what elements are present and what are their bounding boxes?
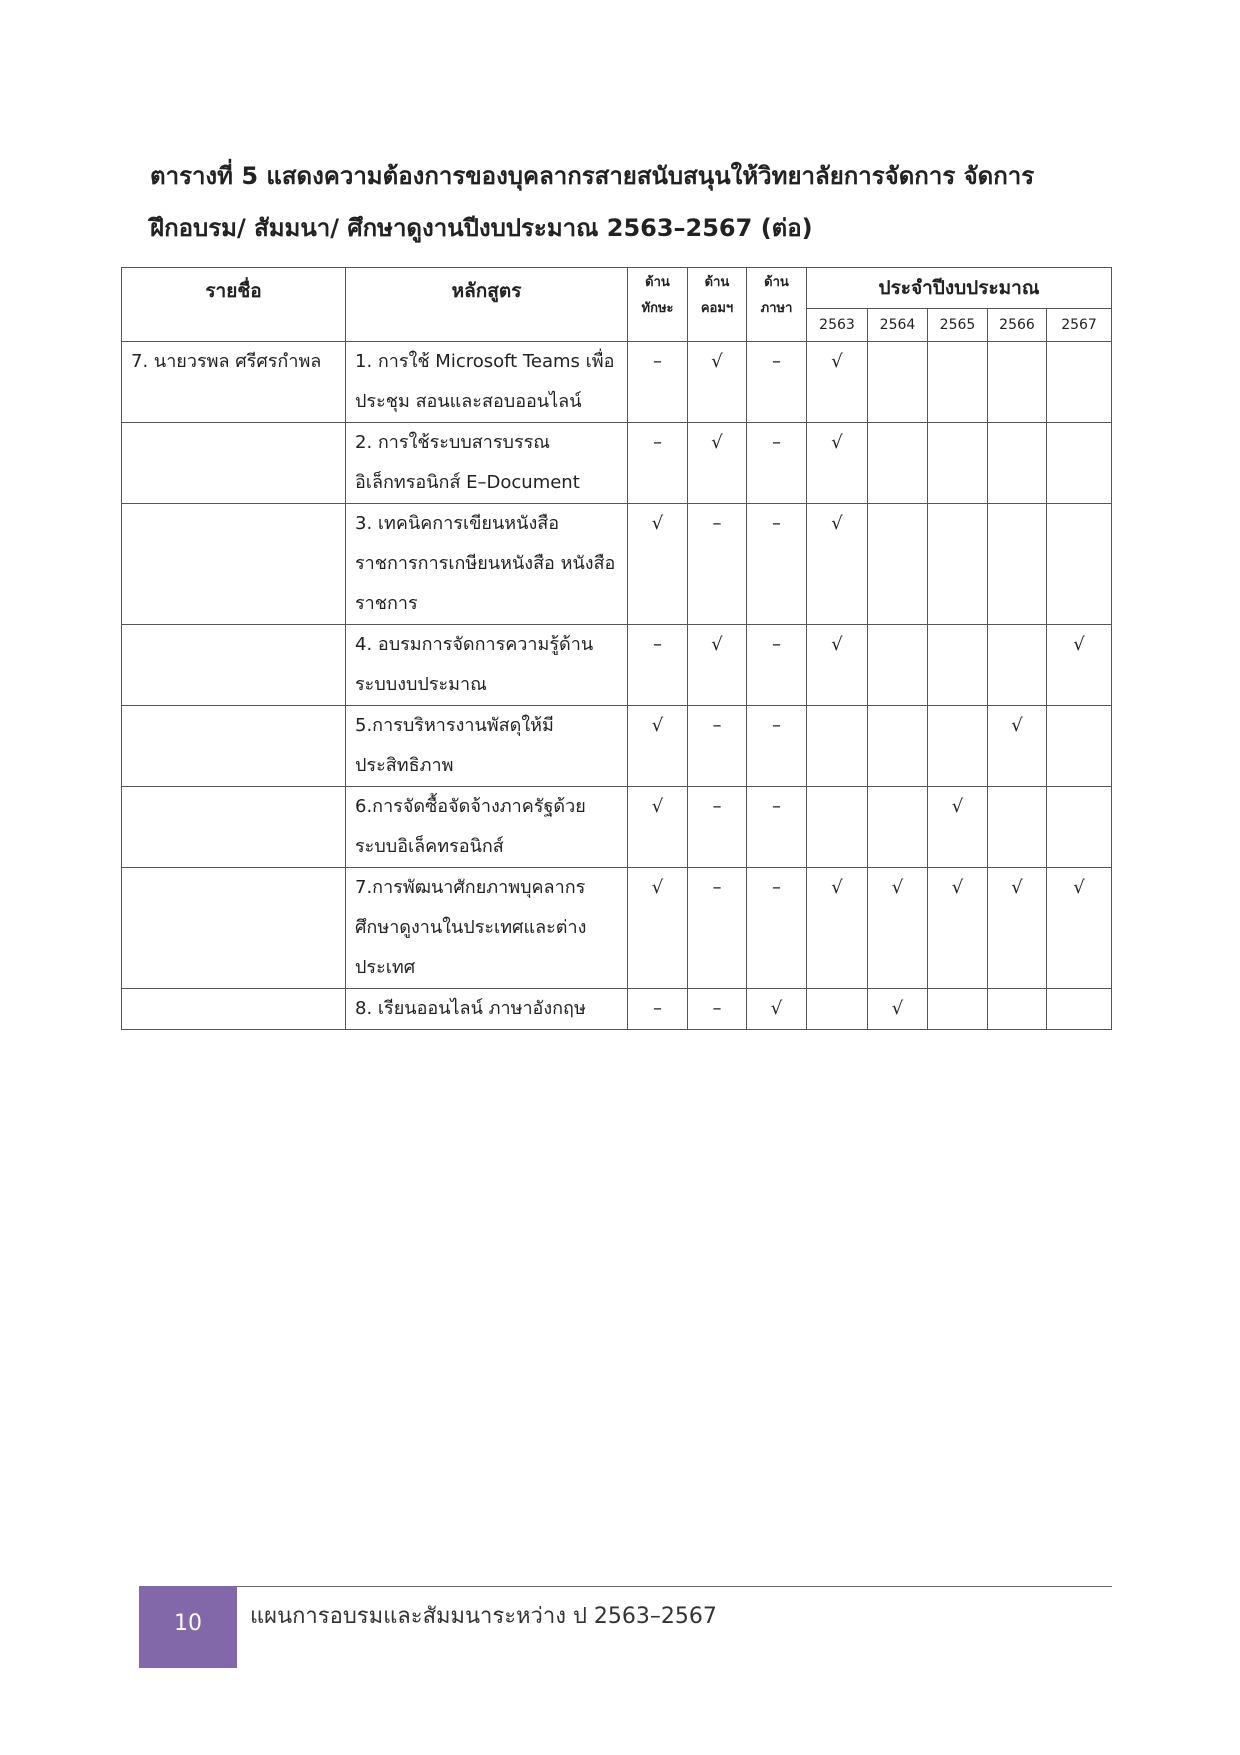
table-row (122, 625, 1112, 706)
header-language (747, 268, 807, 342)
row-language-mark: – (747, 342, 807, 423)
header-language-top: ด้าน (764, 275, 789, 290)
row-language-mark: – (747, 706, 807, 787)
row-2565-mark (928, 342, 988, 423)
header-year-2564: 2564 (868, 309, 928, 342)
row-name (122, 706, 346, 787)
row-computer-mark: – (688, 787, 747, 868)
row-2566-mark: √ (988, 868, 1047, 989)
row-course: 1. การใช้ Microsoft Teams เพื่อประชุม สอนและสอบออนไลน์ (346, 342, 628, 423)
row-2566-mark (988, 625, 1047, 706)
row-2565-mark (928, 625, 988, 706)
row-course: 2. การใช้ระบบสารบรรณอิเล็กทรอนิกส์ E–Document (346, 423, 628, 504)
row-2563-mark (807, 989, 868, 1030)
header-name: รายชื่อ (122, 268, 346, 342)
row-computer-mark: – (688, 989, 747, 1030)
row-language-mark: – (747, 625, 807, 706)
header-year-2567: 2567 (1047, 309, 1112, 342)
row-skill-mark: √ (628, 787, 688, 868)
row-2565-mark (928, 706, 988, 787)
row-2567-mark (1047, 787, 1112, 868)
row-2564-mark (868, 787, 928, 868)
header-year-2563: 2563 (807, 309, 868, 342)
row-skill-mark: √ (628, 868, 688, 989)
row-skill-mark: – (628, 625, 688, 706)
row-skill-mark: – (628, 342, 688, 423)
row-computer-mark: – (688, 868, 747, 989)
header-skill-top: ด้าน (645, 275, 670, 290)
table-row (122, 787, 1112, 868)
footer-title: แผนการอบรมและสัมมนาระหว่าง ป 2563–2567 (250, 1604, 717, 1629)
row-computer-mark: – (688, 504, 747, 625)
page-number: 10 (174, 1611, 202, 1636)
table-row (122, 868, 1112, 989)
row-name (122, 504, 346, 625)
row-language-mark: – (747, 787, 807, 868)
row-2563-mark: √ (807, 504, 868, 625)
training-needs-table (121, 267, 1112, 1030)
row-2566-mark (988, 989, 1047, 1030)
row-2563-mark: √ (807, 423, 868, 504)
row-2563-mark: √ (807, 342, 868, 423)
header-budget-year: ประจำปีงบประมาณ (807, 268, 1112, 309)
row-2563-mark (807, 787, 868, 868)
table-row (122, 423, 1112, 504)
row-language-mark: – (747, 423, 807, 504)
row-2564-mark (868, 504, 928, 625)
row-2564-mark (868, 625, 928, 706)
table-row (122, 989, 1112, 1030)
row-name (122, 868, 346, 989)
row-2567-mark (1047, 989, 1112, 1030)
row-2566-mark (988, 504, 1047, 625)
row-course: 4. อบรมการจัดการความรู้ด้านระบบงบประมาณ (346, 625, 628, 706)
header-year-2566: 2566 (988, 309, 1047, 342)
row-2567-mark (1047, 706, 1112, 787)
row-2565-mark (928, 504, 988, 625)
header-computer-top: ด้าน (704, 275, 730, 290)
row-2565-mark: √ (928, 787, 988, 868)
row-computer-mark: √ (688, 625, 747, 706)
row-2567-mark (1047, 423, 1112, 504)
header-language-bottom: ภาษา (760, 301, 793, 316)
caption-line-2: ฝึกอบรม/ สัมมนา/ ศึกษาดูงานปีงบประมาณ 2563–2567 (ต่อ) (150, 214, 813, 242)
row-2565-mark: √ (928, 868, 988, 989)
row-computer-mark: – (688, 706, 747, 787)
row-2566-mark (988, 787, 1047, 868)
row-2566-mark (988, 423, 1047, 504)
row-2567-mark (1047, 342, 1112, 423)
row-2563-mark (807, 706, 868, 787)
caption-line-1: ตารางที่ 5 แสดงความต้องการของบุคลากรสายสนับสนุนให้วิทยาลัยการจัดการ จัดการ (150, 162, 1035, 190)
row-2564-mark (868, 342, 928, 423)
row-2566-mark: √ (988, 706, 1047, 787)
row-2564-mark (868, 423, 928, 504)
row-name (122, 625, 346, 706)
row-name (122, 989, 346, 1030)
row-2567-mark: √ (1047, 868, 1112, 989)
header-skill-bottom: ทักษะ (641, 301, 674, 316)
row-computer-mark: √ (688, 423, 747, 504)
header-year-2565: 2565 (928, 309, 988, 342)
row-skill-mark: – (628, 423, 688, 504)
row-course: 6.การจัดซื้อจัดจ้างภาครัฐด้วยระบบอิเล็คทรอนิกส์ (346, 787, 628, 868)
row-2564-mark: √ (868, 868, 928, 989)
row-skill-mark: √ (628, 706, 688, 787)
row-2564-mark (868, 706, 928, 787)
row-name (122, 423, 346, 504)
row-course: 3. เทคนิคการเขียนหนังสือราชการการเกษียนหนังสือ หนังสือราชการ (346, 504, 628, 625)
header-course: หลักสูตร (346, 268, 628, 342)
header-skill (628, 268, 688, 342)
row-skill-mark: √ (628, 504, 688, 625)
table-row (122, 706, 1112, 787)
row-skill-mark: – (628, 989, 688, 1030)
row-language-mark: – (747, 504, 807, 625)
row-2567-mark (1047, 504, 1112, 625)
footer-divider (237, 1586, 1112, 1587)
header-computer (688, 268, 747, 342)
row-course: 8. เรียนออนไลน์ ภาษาอังกฤษ (346, 989, 628, 1030)
row-name (122, 787, 346, 868)
row-language-mark: √ (747, 989, 807, 1030)
row-2564-mark: √ (868, 989, 928, 1030)
row-2565-mark (928, 989, 988, 1030)
row-2567-mark: √ (1047, 625, 1112, 706)
row-2563-mark: √ (807, 625, 868, 706)
row-language-mark: – (747, 868, 807, 989)
header-computer-bottom: คอมฯ (700, 301, 734, 316)
row-course: 5.การบริหารงานพัสดุให้มีประสิทธิภาพ (346, 706, 628, 787)
table-caption (150, 150, 1110, 254)
row-2566-mark (988, 342, 1047, 423)
row-2565-mark (928, 423, 988, 504)
header-row (122, 268, 1112, 309)
row-course: 7.การพัฒนาศักยภาพบุคลากร ศึกษาดูงานในประเทศและต่างประเทศ (346, 868, 628, 989)
row-name: 7. นายวรพล ศรีศรกำพล (122, 342, 346, 423)
table-row (122, 504, 1112, 625)
row-computer-mark: √ (688, 342, 747, 423)
row-2563-mark: √ (807, 868, 868, 989)
table-row (122, 342, 1112, 423)
